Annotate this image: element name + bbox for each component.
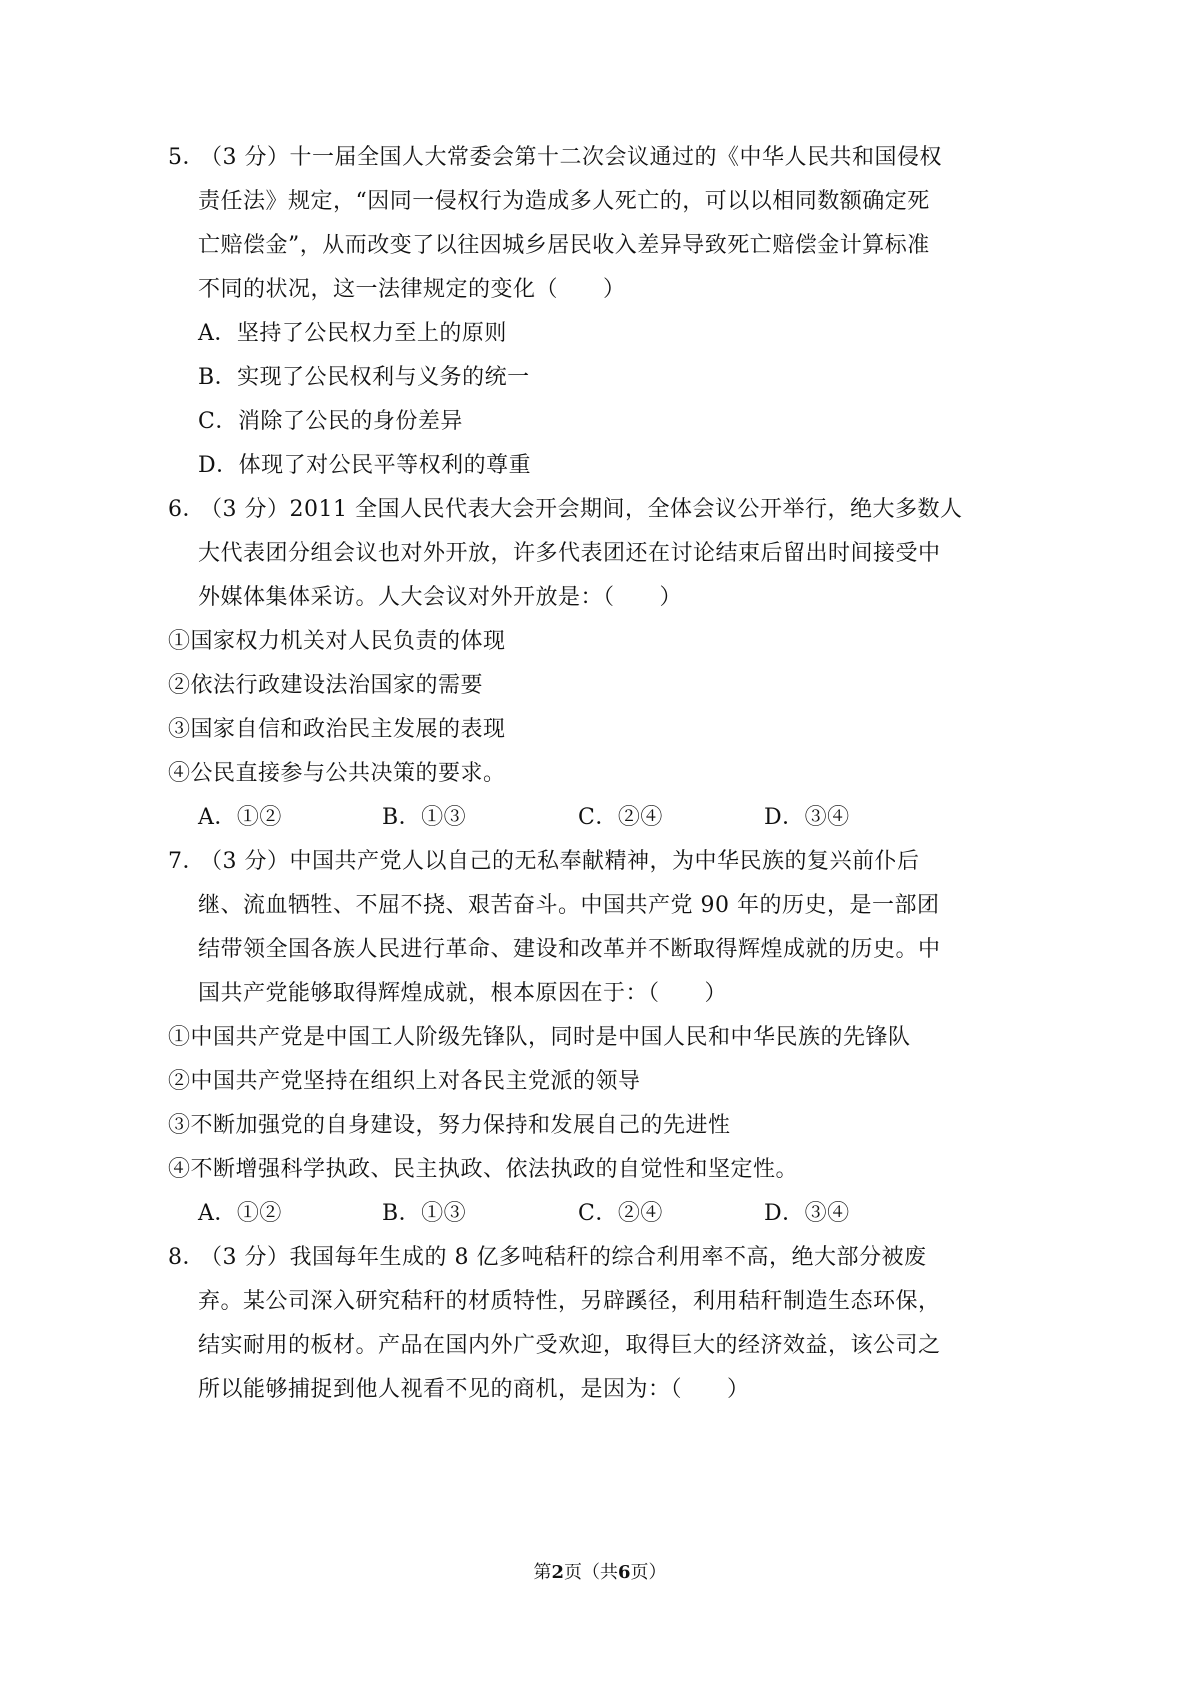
option-d: D．体现了对公民平等权利的尊重	[198, 453, 532, 478]
statement-4: ④不断增强科学执政、民主执政、依法执政的自觉性和坚定性。	[168, 1157, 799, 1182]
question-8-line-1	[168, 1243, 926, 1273]
option-c: C．②④	[578, 1201, 663, 1226]
question-5-line-1	[168, 143, 942, 173]
statement-1: ①国家权力机关对人民负责的体现	[168, 629, 506, 654]
option-b: B．①③	[382, 1201, 467, 1226]
statement-1: ①中国共产党是中国工人阶级先锋队，同时是中国人民和中华民族的先锋队	[168, 1025, 911, 1050]
statement-3: ③国家自信和政治民主发展的表现	[168, 717, 506, 742]
option-a: A．①②	[198, 805, 282, 830]
options-row	[198, 1199, 998, 1229]
question-number: 8．	[168, 1245, 205, 1270]
option-a: A．坚持了公民权力至上的原则	[198, 321, 507, 346]
question-6-line-2: 大代表团分组会议也对外开放，许多代表团还在讨论结束后留出时间接受中	[198, 541, 941, 566]
option-b: B．①③	[382, 805, 467, 830]
question-6-line-3: 外媒体集体采访。人大会议对外开放是：（ ）	[198, 585, 683, 610]
question-text: （3 分）中国共产党人以自己的无私奉献精神，为中华民族的复兴前仆后	[200, 849, 920, 874]
footer-suffix: 页）	[630, 1562, 667, 1583]
question-number: 5．	[168, 145, 205, 170]
question-7-line-3: 结带领全国各族人民进行革命、建设和改革并不断取得辉煌成就的历史。中	[198, 937, 941, 962]
option-a: A．①②	[198, 1201, 282, 1226]
option-b: B．实现了公民权利与义务的统一	[198, 365, 530, 390]
question-text: （3 分）2011 全国人民代表大会开会期间，全体会议公开举行，绝大多数人	[200, 497, 963, 522]
option-d: D．③④	[764, 805, 850, 830]
question-text: （3 分）十一届全国人大常委会第十二次会议通过的《中华人民共和国侵权	[200, 145, 942, 170]
question-7-line-4: 国共产党能够取得辉煌成就，根本原因在于：（ ）	[198, 981, 728, 1006]
question-number: 6．	[168, 497, 205, 522]
question-text: （3 分）我国每年生成的 8 亿多吨秸秆的综合利用率不高，绝大部分被废	[200, 1245, 927, 1270]
question-6-line-1	[168, 495, 962, 525]
statement-2: ②依法行政建设法治国家的需要	[168, 673, 484, 698]
question-number: 7．	[168, 849, 205, 874]
statement-2: ②中国共产党坚持在组织上对各民主党派的领导	[168, 1069, 641, 1094]
statement-3: ③不断加强党的自身建设，努力保持和发展自己的先进性	[168, 1113, 731, 1138]
options-row	[198, 803, 998, 833]
question-7-line-2: 继、流血牺牲、不屈不挠、艰苦奋斗。中国共产党 90 年的历史，是一部团	[198, 893, 940, 918]
question-5-line-4: 不同的状况，这一法律规定的变化（ ）	[198, 277, 626, 302]
question-5-line-3: 亡赔偿金”，从而改变了以往因城乡居民收入差异导致死亡赔偿金计算标准	[198, 233, 930, 258]
question-8-line-2: 弃。某公司深入研究秸秆的材质特性，另辟蹊径，利用秸秆制造生态环保，	[198, 1289, 941, 1314]
option-c: C．②④	[578, 805, 663, 830]
footer-middle: 页（共	[564, 1562, 618, 1583]
statement-4: ④公民直接参与公共决策的要求。	[168, 761, 506, 786]
question-5-line-2: 责任法》规定，“因同一侵权行为造成多人死亡的，可以以相同数额确定死	[198, 189, 930, 214]
question-8-line-3: 结实耐用的板材。产品在国内外广受欢迎，取得巨大的经济效益，该公司之	[198, 1333, 941, 1358]
total-page-count: 6	[618, 1562, 631, 1583]
question-7-line-1	[168, 847, 920, 877]
footer-prefix: 第	[533, 1562, 552, 1583]
page-footer	[0, 1561, 1200, 1585]
option-c: C．消除了公民的身份差异	[198, 409, 463, 434]
current-page-number: 2	[551, 1562, 564, 1583]
option-d: D．③④	[764, 1201, 850, 1226]
question-8-line-4: 所以能够捕捉到他人视看不见的商机，是因为：（ ）	[198, 1377, 750, 1402]
